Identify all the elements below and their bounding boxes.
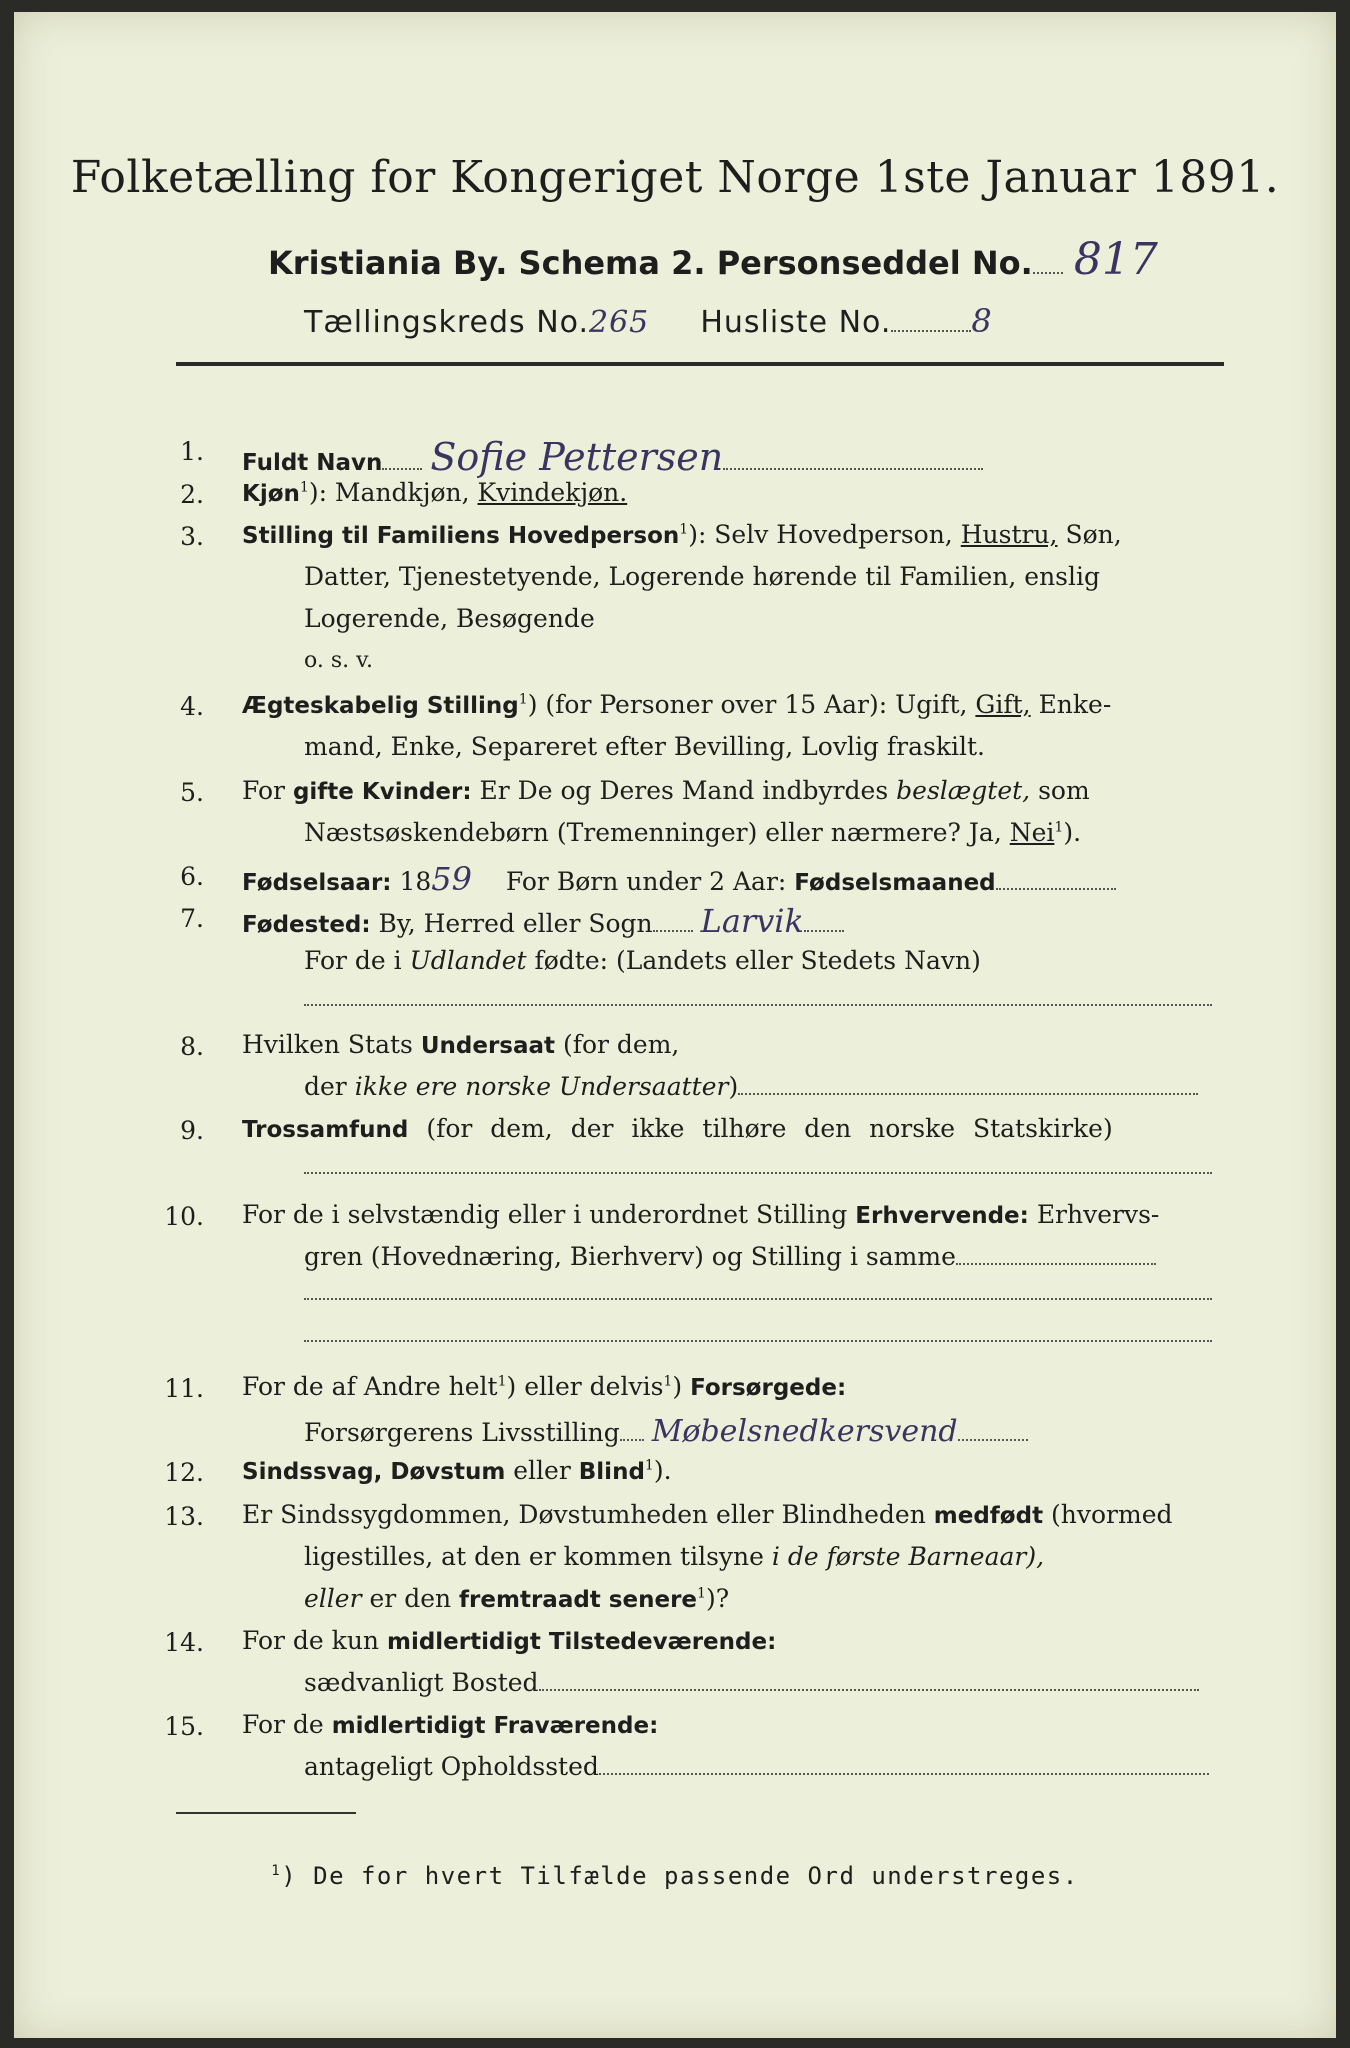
district-line [304,302,993,340]
item-10-line2: gren (Hovednæring, Bierhverv) og Stilling i samme [304,1242,1156,1271]
item-7-fodested: Fødested: By, Herred eller Sogn Larvik [242,902,844,940]
item-number: 11. [164,1374,204,1403]
item-number: 4. [180,692,204,721]
kreds-number: 265 [589,305,650,340]
item-5-gifte-kvinder: For gifte Kvinder: Er De og Deres Mand indbyrdes beslægtet, som [242,776,1090,805]
item-number: 8. [180,1032,204,1061]
schema-line: Kristiania By. Schema 2. Personseddel No. [268,244,1033,282]
name-value: Sofie Pettersen [430,435,724,479]
item-7-line2: For de i Udlandet fødte: (Landets eller Stedets Navn) [304,946,981,975]
item-4-line2: mand, Enke, Separeret efter Bevilling, Lovlig fraskilt. [304,732,985,761]
item-1-fuldt-navn: Fuldt Navn Sofie Pettersen [242,435,983,479]
census-form-sheet [14,12,1336,2038]
item-14-tilstedevaerende: For de kun midlertidigt Tilstedeværende: [242,1626,777,1655]
item-2-kjon: Kjøn$^1$): Mandkjøn, Kvindekjøn. [242,478,628,507]
item-3-line4: o. s. v. [304,648,373,673]
item-8-undersaat: Hvilken Stats Undersaat (for dem, [242,1030,680,1059]
item-number: 7. [180,904,204,933]
item-number: 13. [164,1502,204,1531]
birthplace-value: Larvik [700,902,804,940]
item-3-line2: Datter, Tjenestetyende, Logerende hørende til Familien, enslig [304,562,1101,591]
item-number: 10. [164,1202,204,1231]
item-number: 6. [180,862,204,891]
item-7-blank [304,1002,1212,1006]
item-11-line2: Forsørgerens Livsstilling Møbelsnedkersvend [304,1414,1028,1449]
kreds-label: Tællingskreds No. [304,305,589,340]
header-rule [176,362,1224,366]
item-6-fodselsaar: Fødselsaar: 1859 For Børn under 2 Aar: Fødselsmaaned [242,860,1116,898]
item-number: 2. [180,480,204,509]
item-10-erhvervende: For de i selvstændig eller i underordnet Stilling Erhvervende: Erhvervs- [242,1200,1160,1229]
personseddel-number: 817 [1073,234,1158,285]
item-11-forsorgede: For de af Andre helt$^1$) eller delvis$^1$) Forsørgede: [242,1372,847,1401]
item-13-medfodt: Er Sindssygdommen, Døvstumheden eller Blindheden medfødt (hvormed [242,1500,1173,1529]
item-4-aegteskabelig: Ægteskabelig Stilling$^1$) (for Personer over 15 Aar): Ugift, Gift, Enke- [242,690,1112,719]
item-3-line3: Logerende, Besøgende [304,604,595,633]
item-number: 15. [164,1712,204,1741]
footnote-rule [176,1812,356,1814]
item-3-stilling: Stilling til Familiens Hovedperson$^1$): Selv Hovedperson, Hustru, Søn, [242,520,1122,549]
item-8-line2: der ikke ere norske Undersaatter) [304,1072,1198,1101]
item-5-line2: Næstsøskendebørn (Tremenninger) eller nærmere? Ja, Nei$^1$). [304,818,1082,847]
item-number: 3. [180,522,204,551]
item-15-line2: antageligt Opholdssted [304,1752,1209,1781]
item-9-trossamfund: Trossamfund (for dem, der ikke tilhøre den norske Statskirke) [242,1114,1113,1143]
birth-year-value: 59 [431,860,472,898]
item-number: 1. [180,437,204,466]
item-number: 9. [180,1116,204,1145]
item-number: 5. [180,778,204,807]
husliste-number: 8 [971,302,993,340]
item-12-sindssvag: Sindssvag, Døvstum eller Blind$^1$). [242,1456,672,1485]
form-subtitle [268,234,1158,285]
provider-occupation-value: Møbelsnedkersvend [651,1414,958,1449]
item-number: 12. [164,1458,204,1487]
item-13-line2: ligestilles, at den er kommen tilsyne i de første Barneaar), [304,1542,1045,1571]
item-number: 14. [164,1628,204,1657]
item-14-line2: sædvanligt Bosted [304,1668,1199,1697]
item-9-blank [304,1170,1212,1174]
husliste-label: Husliste No. [700,305,892,340]
form-title: Folketælling for Kongeriget Norge 1ste Januar 1891. [70,152,1280,203]
item-13-line3: eller er den fremtraadt senere$^1$)? [304,1584,730,1613]
item-10-blank-2 [304,1338,1212,1342]
item-10-blank-1 [304,1296,1212,1300]
footnote: $^1$) De for hvert Tilfælde passende Ord understreges. [271,1862,1079,1890]
item-15-fravaerende: For de midlertidigt Fraværende: [242,1710,659,1739]
